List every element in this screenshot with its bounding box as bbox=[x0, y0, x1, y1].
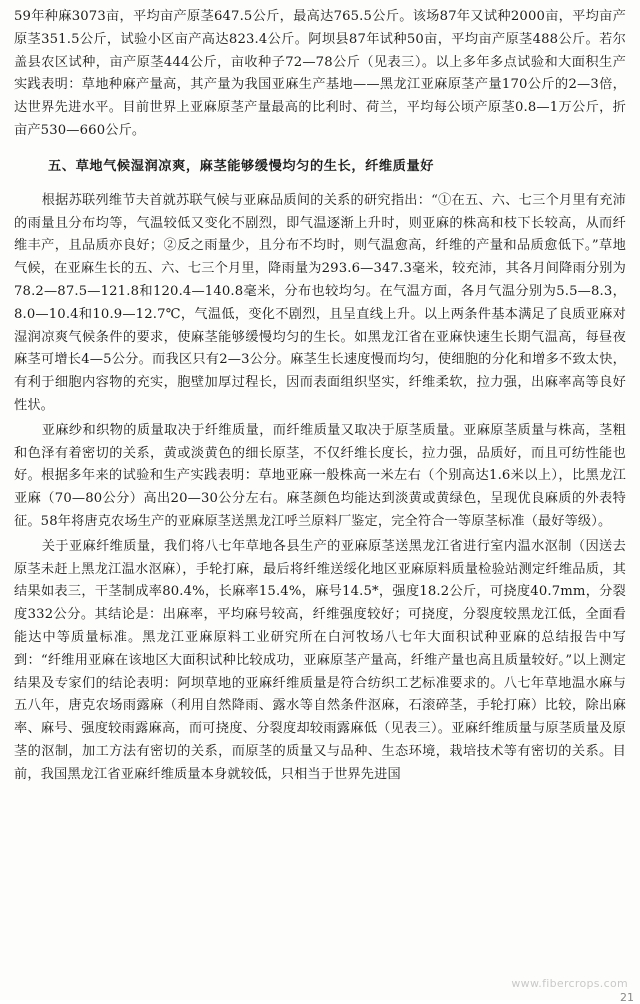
paragraph-fiber-quality: 关于亚麻纤维质量，我们将八七年草地各县生产的亚麻原茎送黑龙江省进行室内温水沤制（因送去原茎未赶上黑龙江温水沤麻），手轮打麻，最后将纤维送绥化地区亚麻原料质量检验站测定纤维品质，其结果如表三，干茎制成率80.4%，长麻率15.4%，麻号14.5*，强度18.2公斤，可挠度40.7mm，分裂度332公分。其结论是：出麻率，平均麻号较高，纤维强度较好；可挠度，分裂度较黑龙江低，全面看能达中等质量标准。黑龙江亚麻原料工业研究所在白河牧场八七年大面积试种亚麻的总结报告中写到：“纤维用亚麻在该地区大面积试种比较成功，亚麻原茎产量高，纤维产量也高且质量较好。”以上测定结果及专家们的结论表明：阿坝草地的亚麻纤维质量是符合纺织工艺标准要求的。八七年草地温水麻与五八年，唐克农场雨露麻（利用自然降雨、露水等自然条件沤麻，石滚碎茎，手轮打麻）比较，除出麻率、麻号、强度较雨露麻高，而可挠度、分裂度却较雨露麻低（见表三）。亚麻纤维质量与原茎质量及原茎的沤制，加工方法有密切的关系，而原茎的质量又与品种、生态环境，栽培技术等有密切的关系。目前，我国黑龙江省亚麻纤维质量本身就较低，只相当于世界先进国 bbox=[14, 538, 626, 782]
page-number: 21 bbox=[620, 991, 634, 1004]
paragraph-climate: 根据苏联列维节夫首就苏联气候与亚麻品质间的关系的研究指出：“①在五、六、七三个月里有充沛的雨量且分布均等，气温较低又变化不剧烈，即气温逐渐上升时，则亚麻的株高和枝下长较高，从而纤维丰产，且品质亦良好；②反之雨量少，且分布不均时，则气温愈高，纤维的产量和品质愈低下。”草地气候，在亚麻生长的五、六、七三个月里，降雨量为293.6—347.3毫米，较充沛，其各月间降雨分别为78.2—87.5—121.8和120.4—140.8毫米，分布也较均匀。在气温方面，各月气温分别为5.5—8.3，8.0—10.4和10.9—12.7℃，气温低，变化不剧烈，且呈直线上升。以上两条件基本满足了良质亚麻对湿润凉爽气候条件的要求，使麻茎能够缓慢均匀的生长。如黑龙江省在亚麻快速生长期气温高，每昼夜麻茎可增长4—5公分。而我区只有2—3公分。麻茎生长速度慢而均匀，使细胞的分化和增多不致太快，有利于细胞内容物的充实，胞壁加厚过程长，因而表面组织坚实，纤维柔软，拉力强，出麻率高等良好性状。 bbox=[14, 192, 626, 413]
paragraph-stem-quality: 亚麻纱和织物的质量取决于纤维质量，而纤维质量又取决于原茎质量。亚麻原茎质量与株高，茎粗和色泽有着密切的关系，黄或淡黄色的细长原茎，不仅纤维长度长，拉力强，品质好，而且可纺性能也好。根据多年来的试验和生产实践表明：草地亚麻一般株高一米左右（个别高达1.6米以上），比黑龙江亚麻（70—80公分）高出20—30公分左右。麻茎颜色均能达到淡黄或黄绿色，呈现优良麻质的外表特征。58年将唐克农场生产的亚麻原茎送黑龙江呼兰原料厂鉴定，完全符合一等原茎标准（最好等级）。 bbox=[14, 422, 626, 529]
paragraph-yield-results: 59年种麻3073亩，平均亩产原茎647.5公斤，最高达765.5公斤。该场87年又试种2000亩，平均亩产原茎351.5公斤，试验小区亩产高达823.4公斤。阿坝县87年试种50亩，平均亩产原茎488公斤。若尔盖县农区试种，亩产原茎444公斤，亩收种子72—78公斤（见表三）。以上多年多点试验和大面积生产实践表明：草地种麻产量高，其产量为我国亚麻生产基地——黑龙江亚麻原茎产量170公斤的2—3倍，达世界先进水平。目前世界上亚麻原茎产量最高的比利时、荷兰，平均每公顷产原茎0.8—1万公斤，折亩产530—660公斤。 bbox=[14, 9, 626, 138]
document-body bbox=[14, 6, 626, 787]
site-watermark: www.fibercrops.com bbox=[511, 977, 628, 990]
section-heading-5: 五、草地气候湿润凉爽，麻茎能够缓慢均匀的生长，纤维质量好 bbox=[48, 158, 435, 174]
